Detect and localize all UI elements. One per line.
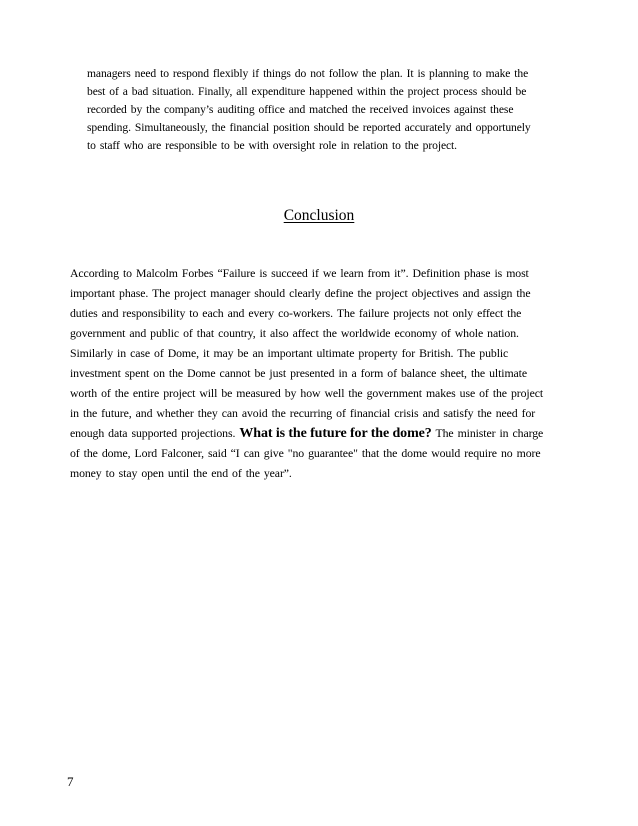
body-line: in the future, and whether they can avoid the recurring of financial crisis and satisfy the need for	[70, 406, 536, 420]
body-line: of the dome, Lord Falconer, said “I can give "no guarantee" that the dome would require no more	[70, 446, 541, 460]
intro-line: spending. Simultaneously, the financial position should be reported accurately and opportunely	[87, 121, 531, 134]
question-lead-text: enough data supported projections.	[70, 426, 240, 440]
body-line: government and public of that country, it also affect the worldwide economy of whole nation.	[70, 326, 519, 340]
intro-line: to staff who are responsible to be with oversight role in relation to the project.	[87, 139, 457, 152]
intro-line: managers need to respond flexibly if things do not follow the plan. It is planning to make the	[87, 67, 529, 80]
body-line: Similarly in case of Dome, it may be an important ultimate property for British. The public	[70, 346, 509, 360]
body-line: money to stay open until the end of the year”.	[70, 466, 292, 480]
body-line: According to Malcolm Forbes “Failure is succeed if we learn from it”. Definition phase is most	[70, 266, 529, 280]
question-trail-text: The minister in charge	[431, 426, 544, 440]
intro-line: recorded by the company’s auditing office and matched the received invoices against these	[87, 103, 514, 116]
body-line: important phase. The project manager should clearly define the project objectives and assign the	[70, 286, 531, 300]
conclusion-heading-text: Conclusion	[283, 207, 355, 224]
body-line: worth of the entire project will be measured by how well the government makes use of the project	[70, 386, 544, 400]
body-line: investment spent on the Dome cannot be just presented in a form of balance sheet, the ultimate	[70, 366, 527, 380]
page-number: 7	[67, 774, 74, 789]
intro-line: best of a bad situation. Finally, all expenditure happened within the project process should be	[87, 85, 527, 98]
conclusion-heading	[0, 206, 638, 226]
body-line: duties and responsibility to each and every co-workers. The failure projects not only effect the	[70, 306, 522, 320]
body-line-question	[70, 426, 543, 441]
question-bold-text: What is the future for the dome?	[239, 426, 432, 441]
